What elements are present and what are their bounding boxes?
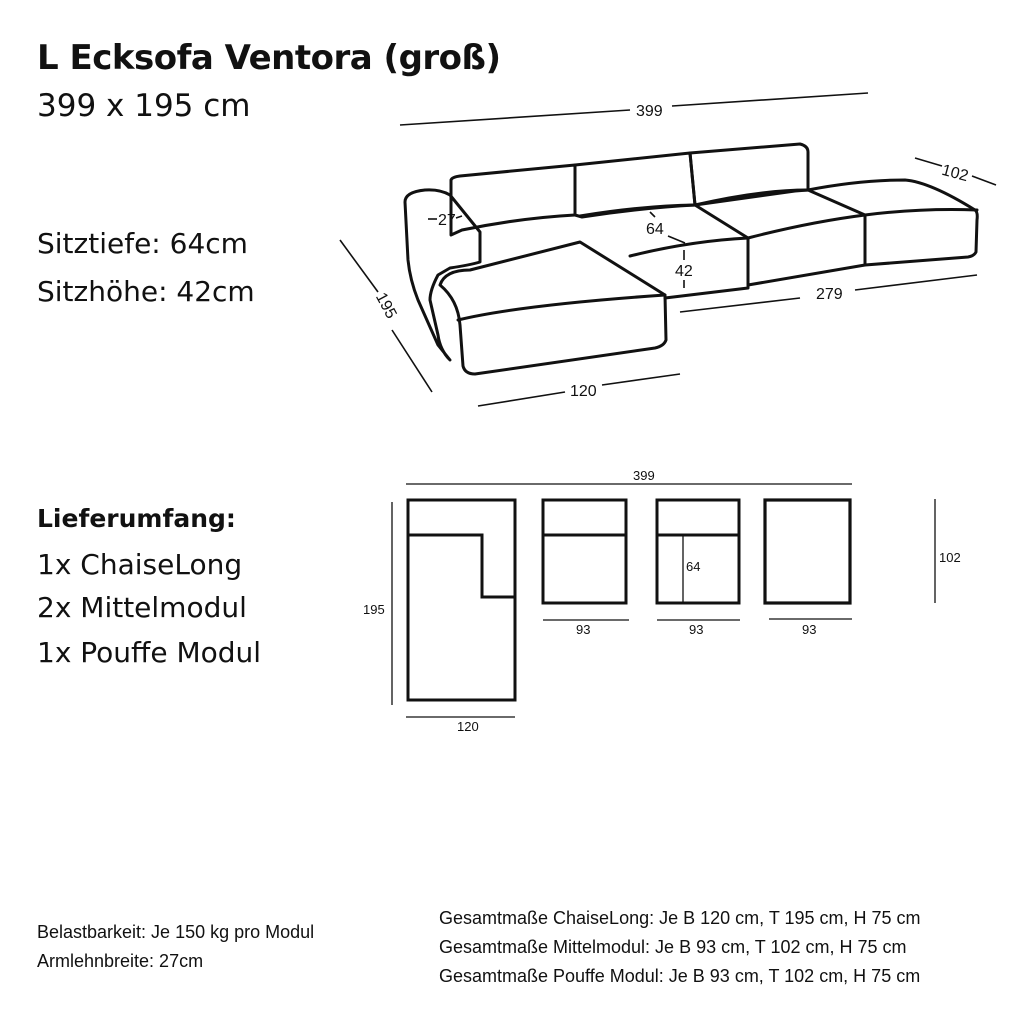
plan-dim-93-middle1: 93	[576, 622, 591, 637]
plan-dim-195: 195	[363, 602, 385, 617]
product-size: 399 x 195 cm	[37, 88, 251, 124]
iso-dim-42: 42	[675, 263, 693, 280]
plan-dim-93-middle2: 93	[689, 622, 704, 637]
spec-seat-depth: Sitztiefe: 64cm	[37, 227, 248, 260]
plan-dim-64: 64	[686, 559, 701, 574]
scope-item-chaiselong: 1x ChaiseLong	[37, 548, 243, 581]
iso-dim-399: 399	[636, 103, 663, 120]
iso-dim-64: 64	[646, 221, 664, 238]
footer-dims-chaiselong: Gesamtmaße ChaiseLong: Je B 120 cm, T 195 cm, H 75 cm	[439, 908, 921, 928]
plan-dim-93-pouffe: 93	[802, 622, 817, 637]
plan-dim-120: 120	[457, 719, 479, 734]
footer-dims-pouffe: Gesamtmaße Pouffe Modul: Je B 93 cm, T 102 cm, H 75 cm	[439, 966, 921, 986]
footer-load-capacity: Belastbarkeit: Je 150 kg pro Modul	[37, 922, 315, 942]
scope-heading: Lieferumfang:	[37, 504, 236, 533]
iso-dim-120: 120	[570, 383, 597, 400]
spec-seat-height: Sitzhöhe: 42cm	[37, 275, 255, 308]
iso-dim-27: 27	[438, 212, 456, 229]
footer-arm-width: Armlehnbreite: 27cm	[37, 951, 204, 971]
iso-dim-102: 102	[939, 161, 971, 186]
scope-item-pouffe: 1x Pouffe Modul	[37, 636, 262, 669]
footer-dims-mittelmodul: Gesamtmaße Mittelmodul: Je B 93 cm, T 102 cm, H 75 cm	[439, 937, 907, 957]
iso-dim-195: 195	[372, 290, 400, 322]
scope-item-mittelmodul: 2x Mittelmodul	[37, 591, 247, 624]
iso-dim-279: 279	[816, 286, 843, 303]
product-title: L Ecksofa Ventora (groß)	[37, 38, 501, 78]
plan-dim-399: 399	[633, 468, 655, 483]
plan-dim-102: 102	[939, 550, 961, 565]
